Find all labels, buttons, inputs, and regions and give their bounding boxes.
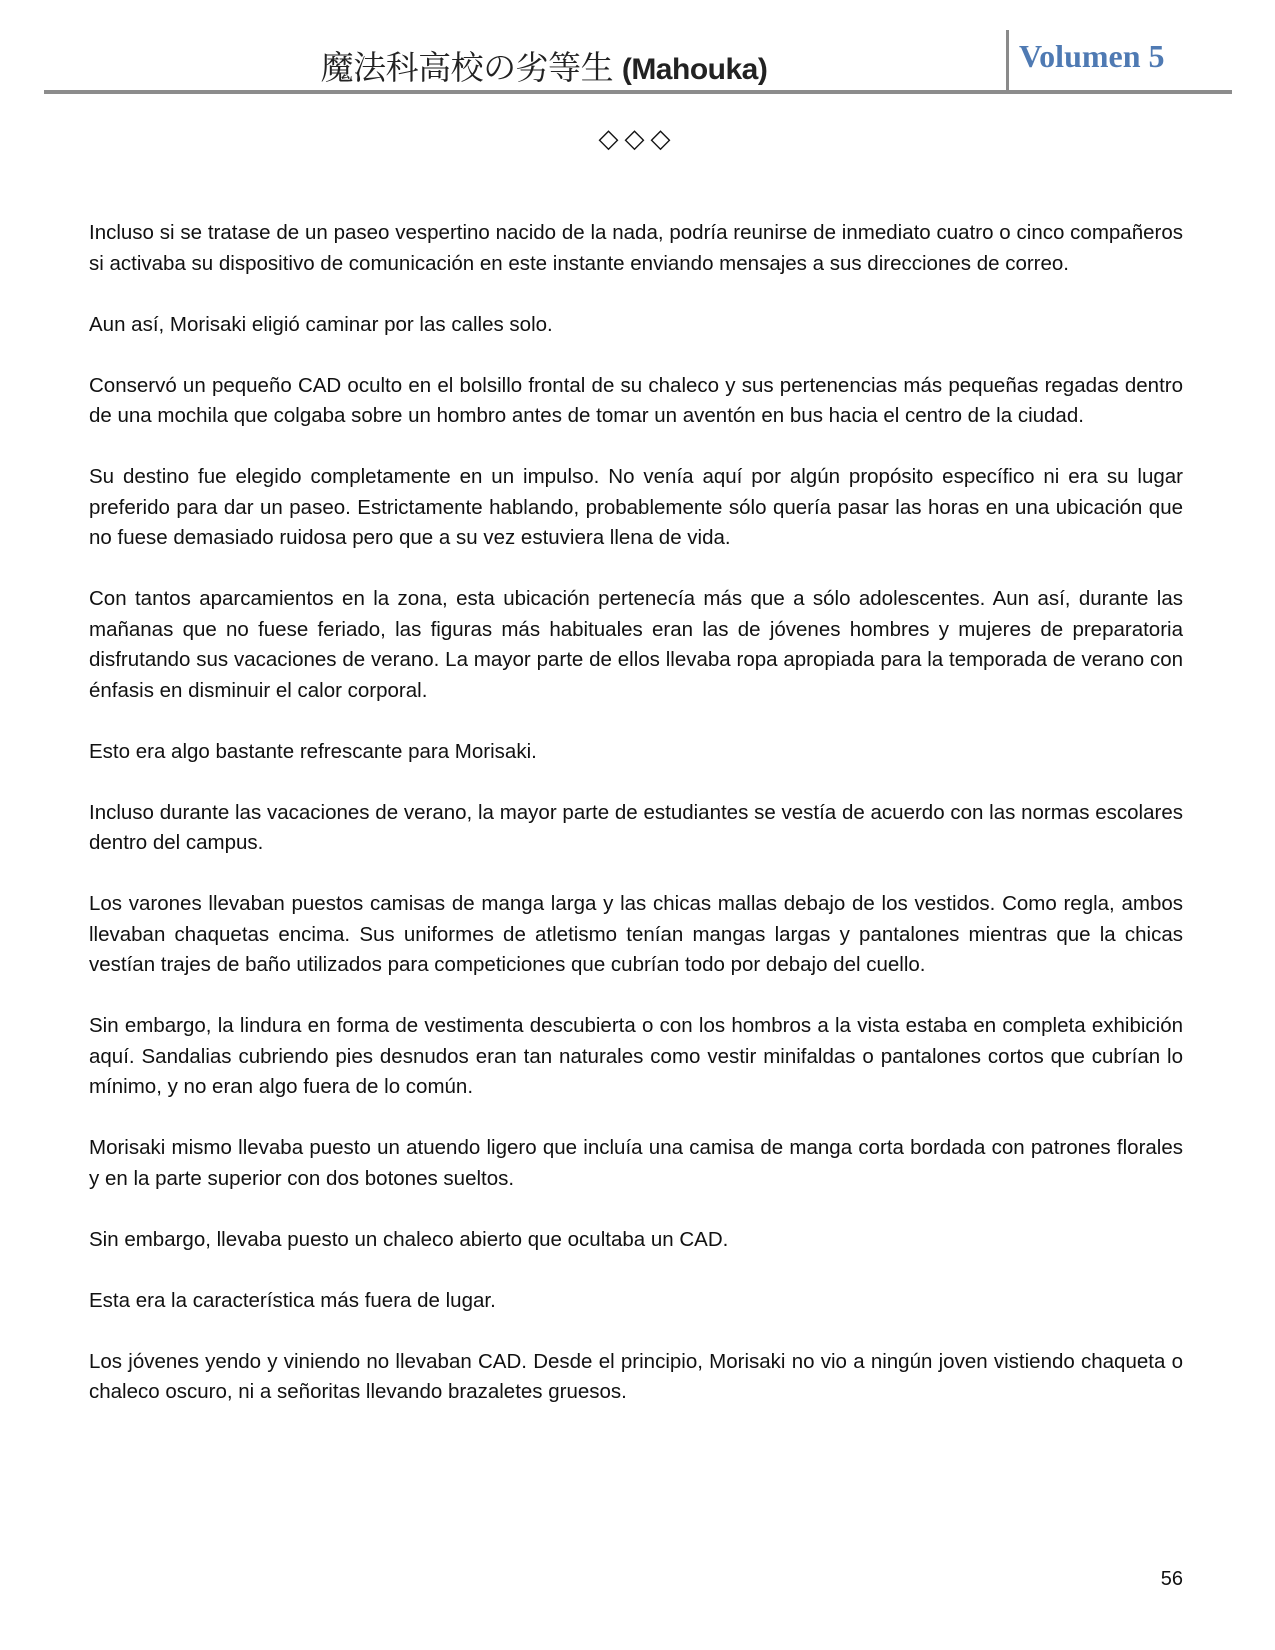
paragraph: Esto era algo bastante refrescante para Morisaki. <box>89 739 537 763</box>
book-title-japanese: 魔法科高校の劣等生 <box>320 49 614 86</box>
paragraph: Sin embargo, la lindura en forma de vestimenta descubierta o con los hombros a la vista estaba en completa exhibición aquí. Sandalias cubriendo pies desnudos eran tan naturales como vestir minifaldas o pantalones cortos que cubrían lo mínimo, y no eran algo fuera de lo común. <box>89 1014 1183 1098</box>
paragraph: Su destino fue elegido completamente en un impulso. No venía aquí por algún propósito específico ni era su lugar preferido para dar un paseo. Estrictamente hablando, probablemente sólo quería pasar las horas en una ubicación que no fuese demasiado ruidosa pero que a su vez estuviera llena de vida. <box>89 465 1183 549</box>
body-text <box>89 218 1183 1438</box>
paragraph: Los jóvenes yendo y viniendo no llevaban CAD. Desde el principio, Morisaki no vio a ningún joven vistiendo chaqueta o chaleco oscuro, ni a señoritas llevando brazaletes gruesos. <box>89 1349 1183 1403</box>
header-rule <box>44 90 1232 94</box>
volume-label: Volumen 5 <box>1019 38 1165 74</box>
page-number: 56 <box>1160 1568 1183 1590</box>
book-title-latin: (Mahouka) <box>621 53 768 86</box>
page-header <box>44 28 1232 94</box>
paragraph: Incluso si se tratase de un paseo vespertino nacido de la nada, podría reunirse de inmediato cuatro o cinco compañeros si activaba su dispositivo de comunicación en este instante enviando mensajes a sus direcciones de correo. <box>89 221 1183 275</box>
scene-break-diamonds-icon: ◇◇◇ <box>598 124 677 154</box>
paragraph: Incluso durante las vacaciones de verano, la mayor parte de estudiantes se vestía de acuerdo con las normas escolares dentro del campus. <box>89 800 1183 854</box>
header-vertical-divider <box>1006 30 1009 92</box>
book-title <box>44 42 1044 89</box>
paragraph: Los varones llevaban puestos camisas de manga larga y las chicas mallas debajo de los vestidos. Como regla, ambos llevaban chaquetas encima. Sus uniformes de atletismo tenían mangas largas y pantalones mientras que la chicas vestían trajes de baño utilizados para competiciones que cubrían todo por debajo del cuello. <box>89 892 1183 976</box>
paragraph: Sin embargo, llevaba puesto un chaleco abierto que ocultaba un CAD. <box>89 1227 729 1251</box>
paragraph: Aun así, Morisaki eligió caminar por las calles solo. <box>89 312 553 336</box>
paragraph: Con tantos aparcamientos en la zona, esta ubicación pertenecía más que a sólo adolescentes. Aun así, durante las mañanas que no fuese feriado, las figuras más habituales eran las de jóvenes hombres y mujeres de preparatoria disfrutando sus vacaciones de verano. La mayor parte de ellos llevaba ropa apropiada para la temporada de verano con énfasis en disminuir el calor corporal. <box>89 587 1183 702</box>
paragraph: Esta era la característica más fuera de lugar. <box>89 1288 496 1312</box>
paragraph: Conservó un pequeño CAD oculto en el bolsillo frontal de su chaleco y sus pertenencias más pequeñas regadas dentro de una mochila que colgaba sobre un hombro antes de tomar un aventón en bus hacia el centro de la ciudad. <box>89 373 1183 427</box>
paragraph: Morisaki mismo llevaba puesto un atuendo ligero que incluía una camisa de manga corta bordada con patrones florales y en la parte superior con dos botones sueltos. <box>89 1136 1183 1190</box>
